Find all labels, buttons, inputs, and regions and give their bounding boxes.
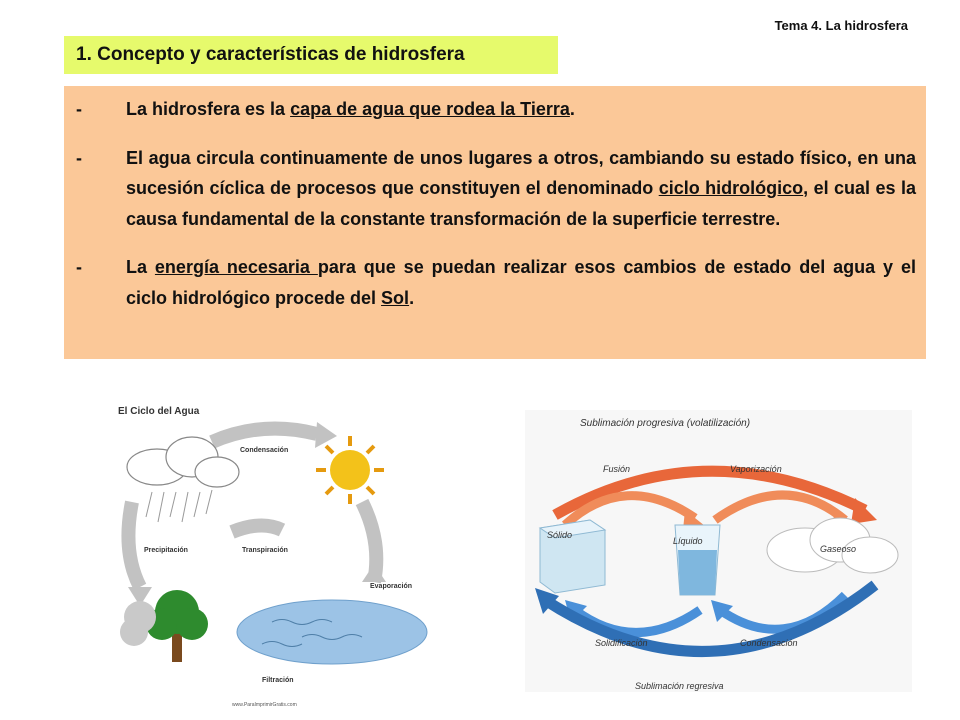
lake-icon — [237, 600, 427, 664]
content-box — [64, 86, 926, 359]
vaporization-label: Vaporización — [730, 464, 782, 474]
solid-label: Sólido — [547, 530, 573, 540]
sun-icon — [316, 436, 384, 504]
bullet-dash: - — [76, 99, 82, 119]
grey-tree-icon — [120, 601, 156, 646]
transpiration-label: Transpiración — [242, 547, 288, 554]
states-diagram-svg — [525, 410, 912, 692]
bullet-item — [74, 94, 916, 125]
bullet-item — [74, 252, 916, 313]
arrow-head-icon — [315, 422, 337, 448]
gas-label: Gaseoso — [820, 544, 857, 554]
bullet-text — [126, 94, 916, 125]
water-cycle-illustration — [112, 392, 432, 714]
arrow-head-icon — [851, 498, 877, 524]
condensation-label: Condensación — [240, 447, 289, 454]
bullet-text-part: El agua circula continuamente de unos lugares a otros, cambiando su estado físico, en una sucesión cíclica de procesos que constituyen el denominado — [126, 147, 916, 198]
topic-header: Tema 4. La hidrosfera — [774, 18, 908, 33]
filtration-label: Filtración — [262, 677, 294, 684]
solidification-label: Solidificación — [595, 638, 648, 648]
bullet-text-part: . — [569, 99, 575, 119]
website-label: www.ParaImprimirGratis.com — [232, 702, 297, 708]
bullet-text — [126, 143, 916, 235]
tree-icon — [146, 590, 208, 662]
section-title — [64, 36, 558, 74]
bullet-text-part: La — [126, 257, 155, 277]
arrow-top — [212, 429, 317, 442]
sublimation-progressive-label: Sublimación progresiva (volatilización) — [580, 418, 751, 429]
underlined-term: Sol — [381, 287, 410, 308]
bullet-dash: - — [76, 257, 82, 277]
arrow-left — [128, 502, 140, 587]
vaporization-arrow — [715, 495, 845, 520]
bullet-text — [126, 252, 916, 313]
water-cycle-title: El Ciclo del Agua — [118, 406, 200, 417]
fusion-label: Fusión — [603, 464, 631, 474]
precipitation-label: Precipitación — [144, 547, 188, 554]
arrow-inner — [232, 525, 282, 532]
water-cycle-svg — [112, 392, 432, 714]
rain-icon — [146, 490, 212, 522]
bullet-text-part: , el cual es la causa fundamental de la constante transformación de la superficie terrestre. — [126, 178, 916, 229]
bullet-dash: - — [76, 147, 82, 168]
evaporation-label: Evaporación — [370, 583, 413, 590]
states-of-water-diagram — [525, 410, 912, 692]
underlined-term: capa de agua que rodea la Tierra — [290, 99, 570, 119]
section-title-text: 1. Concepto y características de hidrosfera — [76, 44, 465, 65]
bullet-text-part: . — [409, 287, 415, 308]
underlined-term: ciclo hidrológico — [658, 178, 804, 198]
sublimation-regressive-label: Sublimación regresiva — [635, 681, 724, 691]
sublimation-progressive-arrow — [555, 471, 865, 515]
bullet-item — [74, 143, 916, 235]
bullet-text-part: para que se puedan realizar esos cambios de estado del agua y el ciclo hidrológico procede del — [126, 257, 916, 308]
bullet-text-part: La hidrosfera es la — [126, 99, 291, 119]
liquid-label: Líquido — [673, 536, 703, 546]
condensation-label: Condensación — [740, 638, 798, 648]
underlined-term: energía necesaria — [154, 257, 318, 277]
